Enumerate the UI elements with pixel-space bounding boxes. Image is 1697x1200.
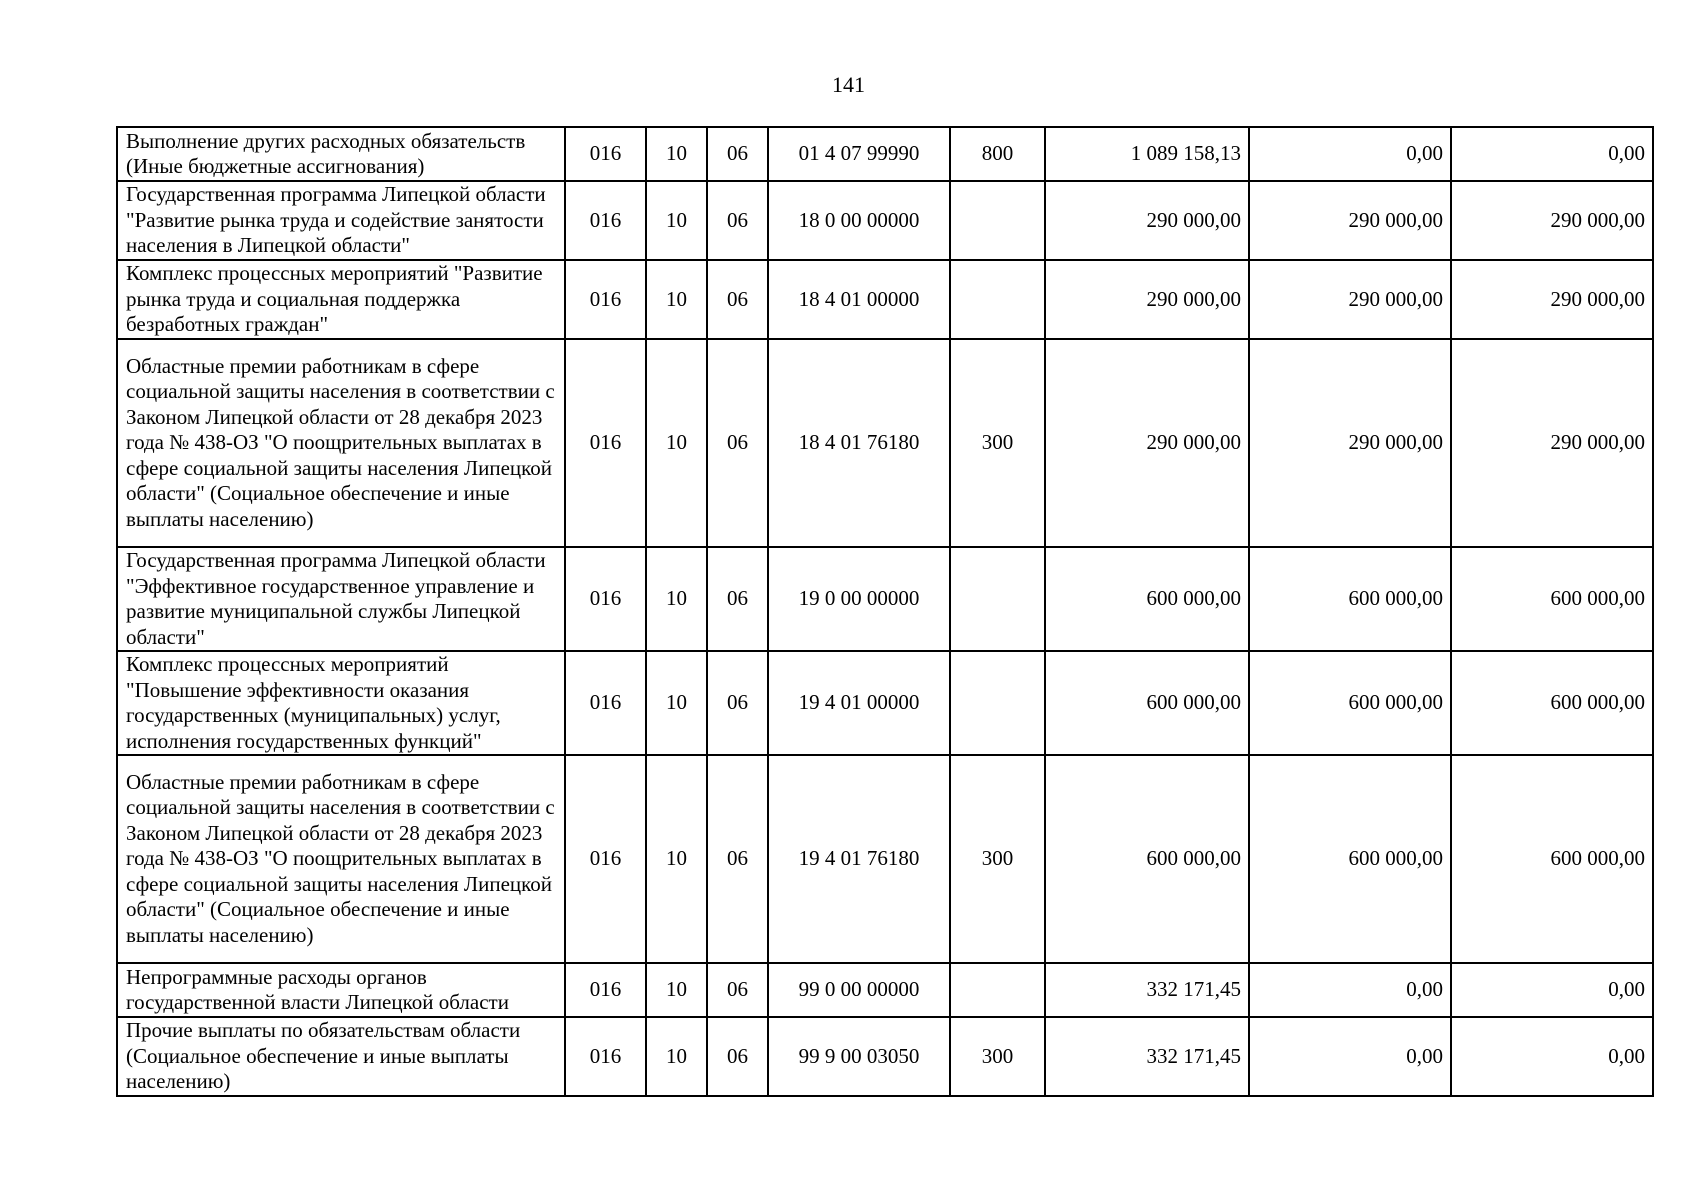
section-code: 10 bbox=[646, 339, 707, 547]
subsection-code: 06 bbox=[707, 339, 768, 547]
section-code: 10 bbox=[646, 181, 707, 260]
amount-year-1: 332 171,45 bbox=[1045, 1017, 1249, 1096]
subsection-code: 06 bbox=[707, 260, 768, 339]
expense-name: Государственная программа Липецкой области "Развитие рынка труда и содействие занятости населения в Липецкой области" bbox=[117, 181, 565, 260]
table-row bbox=[117, 339, 1653, 547]
section-code: 10 bbox=[646, 547, 707, 651]
expense-name: Выполнение других расходных обязательств (Иные бюджетные ассигнования) bbox=[117, 127, 565, 181]
amount-year-2: 290 000,00 bbox=[1249, 181, 1451, 260]
amount-year-2: 600 000,00 bbox=[1249, 651, 1451, 755]
amount-year-1: 600 000,00 bbox=[1045, 547, 1249, 651]
amount-year-1: 290 000,00 bbox=[1045, 181, 1249, 260]
amount-year-2: 0,00 bbox=[1249, 963, 1451, 1017]
target-article-code: 01 4 07 99990 bbox=[768, 127, 950, 181]
subsection-code: 06 bbox=[707, 181, 768, 260]
ministry-code: 016 bbox=[565, 181, 646, 260]
table-row bbox=[117, 181, 1653, 260]
subsection-code: 06 bbox=[707, 963, 768, 1017]
ministry-code: 016 bbox=[565, 755, 646, 963]
ministry-code: 016 bbox=[565, 1017, 646, 1096]
amount-year-1: 600 000,00 bbox=[1045, 755, 1249, 963]
subsection-code: 06 bbox=[707, 1017, 768, 1096]
expense-type-code: 300 bbox=[950, 1017, 1045, 1096]
budget-table bbox=[116, 126, 1654, 1097]
table-row bbox=[117, 755, 1653, 963]
table-row bbox=[117, 1017, 1653, 1096]
expense-type-code: 300 bbox=[950, 755, 1045, 963]
section-code: 10 bbox=[646, 963, 707, 1017]
target-article-code: 19 0 00 00000 bbox=[768, 547, 950, 651]
amount-year-3: 600 000,00 bbox=[1451, 755, 1653, 963]
expense-name: Прочие выплаты по обязательствам области (Социальное обеспечение и иные выплаты населению) bbox=[117, 1017, 565, 1096]
amount-year-3: 0,00 bbox=[1451, 963, 1653, 1017]
amount-year-3: 600 000,00 bbox=[1451, 547, 1653, 651]
expense-type-code bbox=[950, 963, 1045, 1017]
subsection-code: 06 bbox=[707, 755, 768, 963]
subsection-code: 06 bbox=[707, 127, 768, 181]
table-row bbox=[117, 651, 1653, 755]
section-code: 10 bbox=[646, 651, 707, 755]
section-code: 10 bbox=[646, 1017, 707, 1096]
table-row bbox=[117, 547, 1653, 651]
amount-year-3: 600 000,00 bbox=[1451, 651, 1653, 755]
amount-year-1: 290 000,00 bbox=[1045, 339, 1249, 547]
table-row bbox=[117, 963, 1653, 1017]
table-row bbox=[117, 260, 1653, 339]
section-code: 10 bbox=[646, 260, 707, 339]
ministry-code: 016 bbox=[565, 260, 646, 339]
amount-year-1: 290 000,00 bbox=[1045, 260, 1249, 339]
amount-year-3: 290 000,00 bbox=[1451, 181, 1653, 260]
amount-year-2: 0,00 bbox=[1249, 1017, 1451, 1096]
expense-name: Комплекс процессных мероприятий "Развитие рынка труда и социальная поддержка безработных граждан" bbox=[117, 260, 565, 339]
ministry-code: 016 bbox=[565, 339, 646, 547]
target-article-code: 99 0 00 00000 bbox=[768, 963, 950, 1017]
section-code: 10 bbox=[646, 755, 707, 963]
amount-year-3: 290 000,00 bbox=[1451, 260, 1653, 339]
amount-year-1: 1 089 158,13 bbox=[1045, 127, 1249, 181]
expense-name: Непрограммные расходы органов государственной власти Липецкой области bbox=[117, 963, 565, 1017]
expense-name: Областные премии работникам в сфере социальной защиты населения в соответствии с Законом Липецкой области от 28 декабря 2023 года № 438-ОЗ "О поощрительных выплатах в сфере социальной защиты населения Липецкой области" (Социальное обеспечение и иные выплаты населению) bbox=[117, 755, 565, 963]
target-article-code: 18 0 00 00000 bbox=[768, 181, 950, 260]
amount-year-2: 600 000,00 bbox=[1249, 547, 1451, 651]
amount-year-3: 0,00 bbox=[1451, 127, 1653, 181]
amount-year-2: 600 000,00 bbox=[1249, 755, 1451, 963]
expense-type-code bbox=[950, 181, 1045, 260]
subsection-code: 06 bbox=[707, 547, 768, 651]
expense-type-code: 300 bbox=[950, 339, 1045, 547]
target-article-code: 99 9 00 03050 bbox=[768, 1017, 950, 1096]
expense-name: Комплекс процессных мероприятий "Повышение эффективности оказания государственных (муниципальных) услуг, исполнения государственных функций" bbox=[117, 651, 565, 755]
expense-name: Областные премии работникам в сфере социальной защиты населения в соответствии с Законом Липецкой области от 28 декабря 2023 года № 438-ОЗ "О поощрительных выплатах в сфере социальной защиты населения Липецкой области" (Социальное обеспечение и иные выплаты населению) bbox=[117, 339, 565, 547]
page-number: 141 bbox=[832, 72, 865, 97]
amount-year-2: 290 000,00 bbox=[1249, 260, 1451, 339]
target-article-code: 19 4 01 76180 bbox=[768, 755, 950, 963]
expense-name: Государственная программа Липецкой области "Эффективное государственное управление и развитие муниципальной службы Липецкой области" bbox=[117, 547, 565, 651]
target-article-code: 18 4 01 76180 bbox=[768, 339, 950, 547]
target-article-code: 19 4 01 00000 bbox=[768, 651, 950, 755]
ministry-code: 016 bbox=[565, 963, 646, 1017]
expense-type-code bbox=[950, 547, 1045, 651]
amount-year-3: 290 000,00 bbox=[1451, 339, 1653, 547]
amount-year-3: 0,00 bbox=[1451, 1017, 1653, 1096]
section-code: 10 bbox=[646, 127, 707, 181]
target-article-code: 18 4 01 00000 bbox=[768, 260, 950, 339]
expense-type-code bbox=[950, 260, 1045, 339]
subsection-code: 06 bbox=[707, 651, 768, 755]
ministry-code: 016 bbox=[565, 547, 646, 651]
amount-year-1: 600 000,00 bbox=[1045, 651, 1249, 755]
ministry-code: 016 bbox=[565, 127, 646, 181]
amount-year-2: 290 000,00 bbox=[1249, 339, 1451, 547]
ministry-code: 016 bbox=[565, 651, 646, 755]
expense-type-code bbox=[950, 651, 1045, 755]
table-row bbox=[117, 127, 1653, 181]
amount-year-1: 332 171,45 bbox=[1045, 963, 1249, 1017]
amount-year-2: 0,00 bbox=[1249, 127, 1451, 181]
expense-type-code: 800 bbox=[950, 127, 1045, 181]
